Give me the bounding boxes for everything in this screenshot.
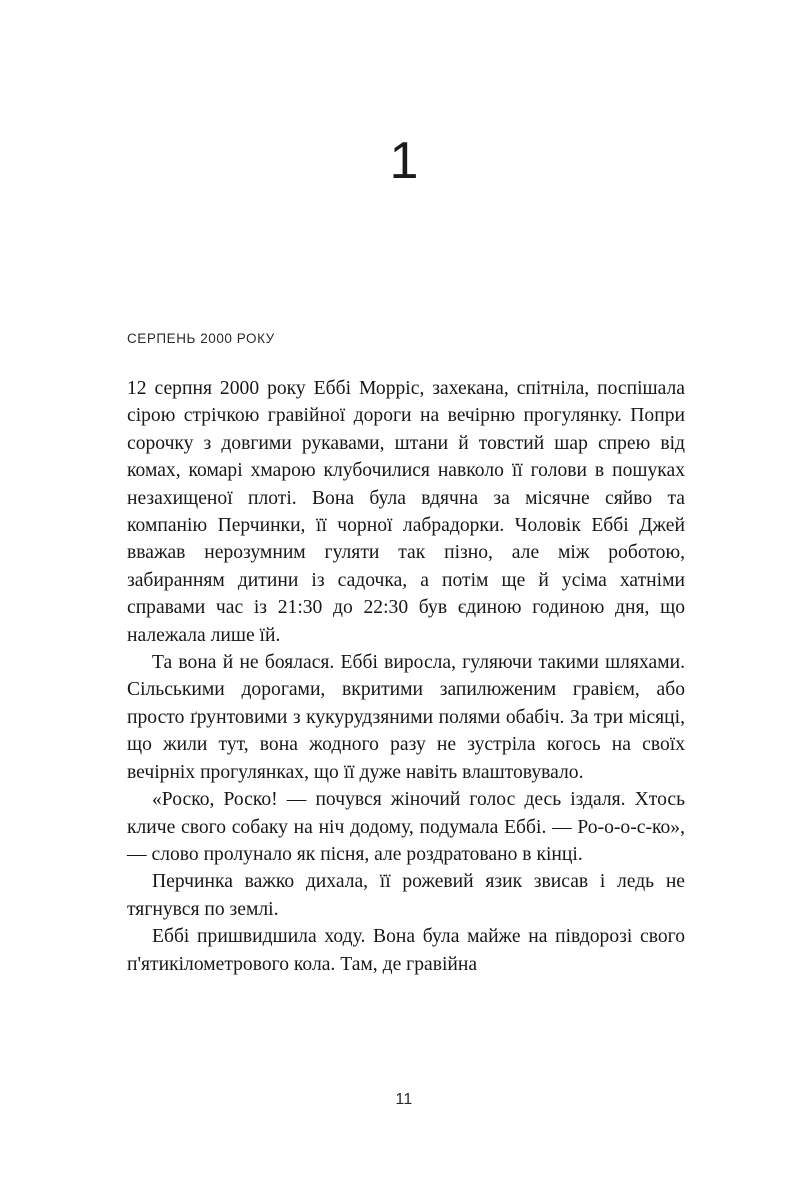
section-date-label: СЕРПЕНЬ 2000 РОКУ [127, 331, 275, 346]
text-column [127, 330, 685, 978]
paragraph: Перчинка важко дихала, її рожевий язик звисав і ледь не тягнувся по землі. [127, 871, 685, 920]
body-text [127, 375, 685, 978]
paragraph: Та вона й не боялася. Еббі виросла, гуляючи такими шляхами. Сільськими дорогами, вкритими запилюженим гравієм, або просто ґрунтовими з кукурудзяними полями обабіч. За три місяці, що жили тут, вона жодного разу не зустріла когось на своїх вечірніх прогулянках, що її дуже навіть влаштовувало. [127, 652, 685, 783]
page-number: 11 [395, 1091, 413, 1108]
paragraph: Еббі пришвидшила ходу. Вона була майже на півдорозі свого п'ятикілометрового кола. Там, де гравійна [127, 926, 685, 975]
paragraph: «Роско, Роско! — почувся жіночий голос десь іздаля. Хтось кличе свого собаку на ніч додому, подумала Еббі. — Ро-о-о-с-ко», — слово пролунало як пісня, але роздратовано в кінці. [127, 789, 685, 865]
chapter-number: 1 [389, 132, 419, 190]
paragraph: 12 серпня 2000 року Еббі Морріс, захекана, спітніла, поспішала сірою стрічкою гравійної дороги на вечірню прогулянку. Попри сорочку з довгими рукавами, штани й товстий шар спрею від комах, комарі хмарою клубочилися навколо її голови в пошуках незахищеної плоті. Вона була вдячна за місячне сяйво та компанію Перчинки, її чорної лабрадорки. Чоловік Еббі Джей вважав нерозумним гуляти так пізно, але між роботою, забиранням дитини із садочка, а потім ще й усіма хатніми справами час із 21:30 до 22:30 був єдиною годиною дня, що належала лише їй. [127, 378, 685, 646]
